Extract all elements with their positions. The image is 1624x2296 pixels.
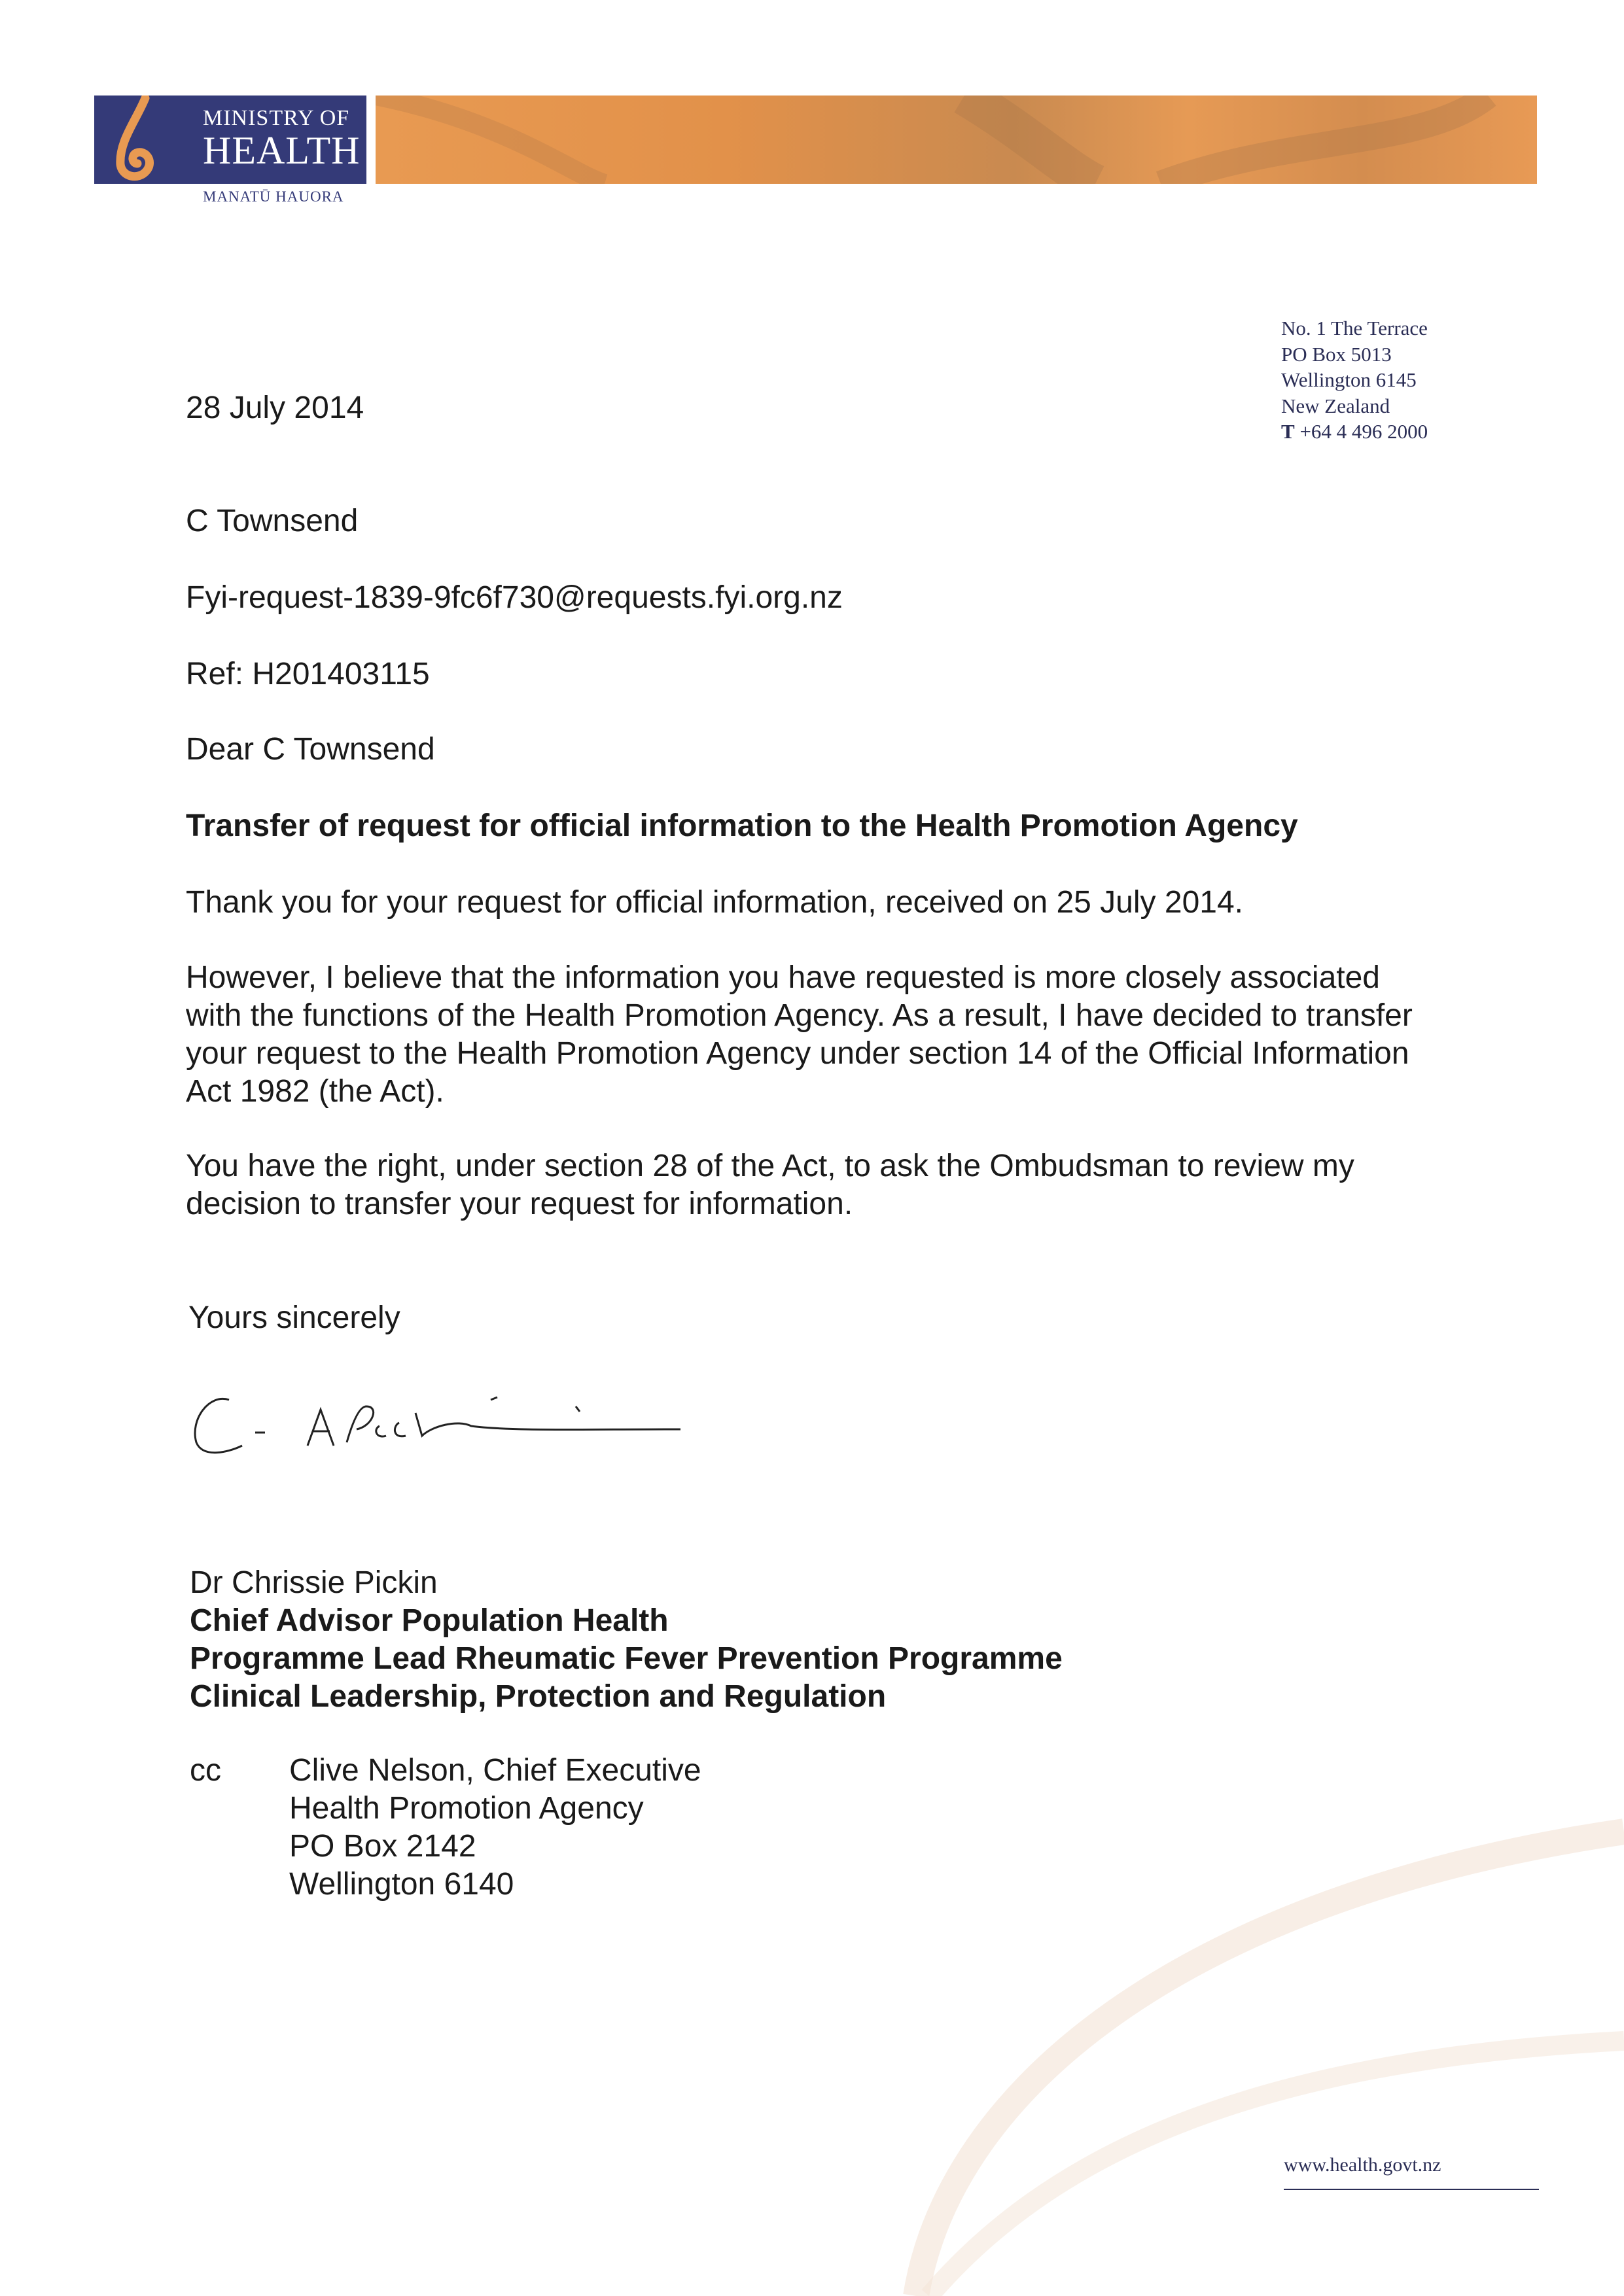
cc-line: PO Box 2142 bbox=[289, 1829, 476, 1864]
signatory-title: Clinical Leadership, Protection and Regulation bbox=[190, 1679, 887, 1714]
address-line: Wellington 6145 bbox=[1281, 368, 1417, 391]
paragraph: You have the right, under section 28 of the Act, to ask the Ombudsman to review my decision to transfer your request for information. bbox=[186, 1149, 1354, 1221]
phone-number: +64 4 496 2000 bbox=[1299, 420, 1428, 443]
logo-maori-name: MANATŪ HAUORA bbox=[203, 188, 344, 205]
address-line: No. 1 The Terrace bbox=[1281, 317, 1428, 339]
logo-line2: HEALTH bbox=[203, 129, 361, 172]
sender-address bbox=[1281, 315, 1428, 445]
letter-date: 28 July 2014 bbox=[186, 391, 364, 425]
cc-line: Wellington 6140 bbox=[289, 1867, 514, 1902]
background-wave-watermark bbox=[589, 1766, 1624, 2296]
koru-logo-icon bbox=[99, 96, 178, 184]
address-line: New Zealand bbox=[1281, 394, 1390, 417]
phone-label: T bbox=[1281, 420, 1295, 443]
paragraph: However, I believe that the information you have requested is more closely associated with the functions of the Health Promotion Agency. As a result, I have decided to transfer your request to the Health Promotion Agency under section 14 of the Official Information Act 1982 (the Act). bbox=[186, 960, 1413, 1109]
footer-divider bbox=[1284, 2189, 1539, 2190]
signature-image bbox=[183, 1380, 746, 1485]
salutation: Dear C Townsend bbox=[186, 732, 435, 767]
cc-label: cc bbox=[190, 1753, 221, 1788]
letterhead-band bbox=[376, 96, 1537, 184]
closing: Yours sincerely bbox=[188, 1300, 400, 1335]
logo-line1: MINISTRY OF bbox=[203, 106, 350, 130]
wave-pattern bbox=[376, 96, 1537, 184]
cc-line: Health Promotion Agency bbox=[289, 1791, 644, 1826]
signatory-title: Chief Advisor Population Health bbox=[190, 1603, 669, 1638]
paragraph: Thank you for your request for official information, received on 25 July 2014. bbox=[186, 885, 1243, 920]
phone-line bbox=[1281, 419, 1428, 445]
subject-heading: Transfer of request for official information to the Health Promotion Agency bbox=[186, 809, 1298, 843]
recipient-name: C Townsend bbox=[186, 504, 359, 538]
reference: Ref: H201403115 bbox=[186, 657, 430, 691]
footer-website-link[interactable]: www.health.govt.nz bbox=[1284, 2154, 1441, 2176]
ministry-logo bbox=[94, 96, 366, 184]
signatory-name: Dr Chrissie Pickin bbox=[190, 1565, 438, 1600]
recipient-email: Fyi-request-1839-9fc6f730@requests.fyi.org.nz bbox=[186, 580, 843, 615]
signatory-title: Programme Lead Rheumatic Fever Prevention Programme bbox=[190, 1641, 1063, 1676]
cc-line: Clive Nelson, Chief Executive bbox=[289, 1753, 701, 1788]
address-line: PO Box 5013 bbox=[1281, 342, 1392, 366]
